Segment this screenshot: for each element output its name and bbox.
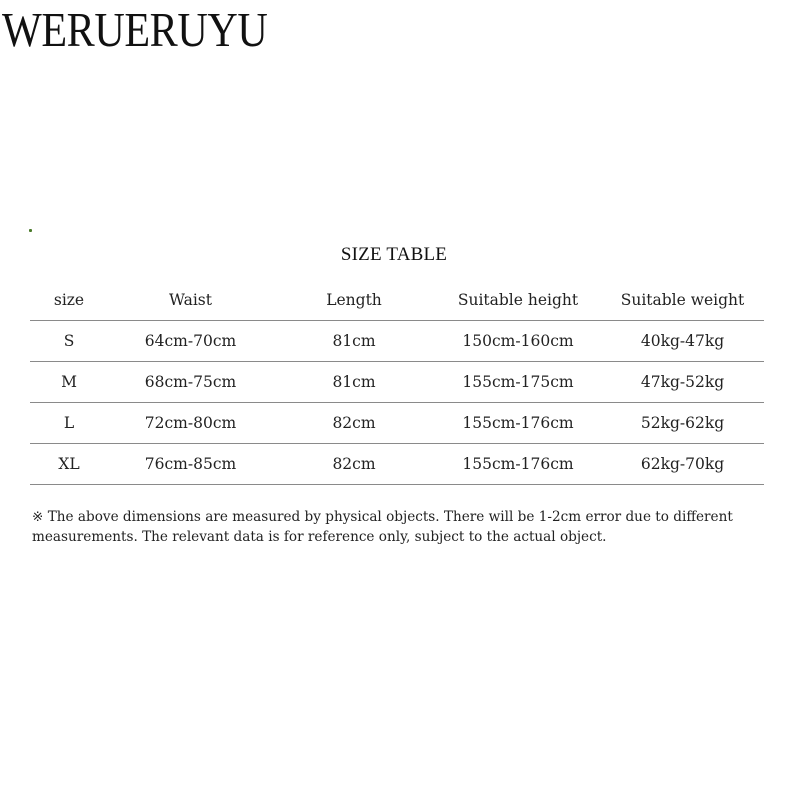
- header-suitable-height: Suitable height: [457, 291, 579, 309]
- table-row: [30, 403, 764, 444]
- size-table: [30, 280, 764, 485]
- cell-weight: 40kg-47kg: [640, 332, 725, 350]
- table-header-row: [30, 280, 764, 321]
- header-suitable-weight: Suitable weight: [620, 291, 745, 309]
- table-row: [30, 321, 764, 362]
- brand-logo: WERUERUYU: [2, 2, 268, 57]
- green-dot-mark: [29, 229, 32, 232]
- cell-length: 82cm: [332, 414, 376, 432]
- cell-size: M: [61, 373, 77, 391]
- header-size: size: [53, 291, 85, 309]
- disclaimer-line-2: measurements. The relevant data is for reference only, subject to the actual object.: [32, 529, 607, 545]
- table-title: SIZE TABLE: [340, 244, 448, 265]
- cell-size: XL: [58, 455, 80, 473]
- table-row: [30, 444, 764, 485]
- cell-height: 155cm-176cm: [462, 414, 574, 432]
- cell-weight: 52kg-62kg: [640, 414, 725, 432]
- cell-waist: 64cm-70cm: [144, 332, 237, 350]
- disclaimer-note: [32, 507, 767, 547]
- cell-length: 82cm: [332, 455, 376, 473]
- cell-height: 150cm-160cm: [462, 332, 574, 350]
- cell-waist: 68cm-75cm: [144, 373, 237, 391]
- header-waist: Waist: [169, 291, 212, 309]
- cell-weight: 62kg-70kg: [640, 455, 725, 473]
- cell-height: 155cm-176cm: [462, 455, 574, 473]
- cell-waist: 76cm-85cm: [144, 455, 237, 473]
- header-length: Length: [326, 291, 382, 309]
- cell-length: 81cm: [332, 332, 376, 350]
- disclaimer-line-1: ※ The above dimensions are measured by physical objects. There will be 1-2cm error due to different: [32, 509, 733, 525]
- cell-size: L: [63, 414, 75, 432]
- cell-weight: 47kg-52kg: [640, 373, 725, 391]
- cell-size: S: [63, 332, 75, 350]
- cell-waist: 72cm-80cm: [144, 414, 237, 432]
- table-row: [30, 362, 764, 403]
- cell-length: 81cm: [332, 373, 376, 391]
- cell-height: 155cm-175cm: [462, 373, 574, 391]
